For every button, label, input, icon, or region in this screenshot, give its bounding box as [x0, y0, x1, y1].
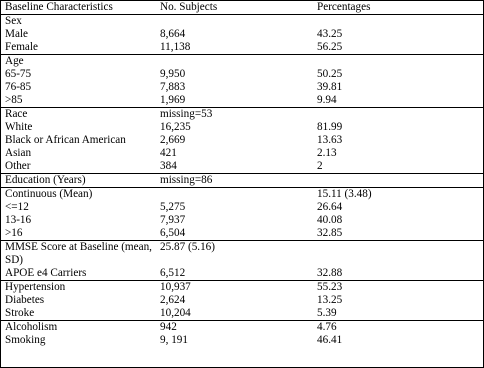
percentage-cell: 4.76	[313, 321, 483, 335]
table-row	[1, 147, 483, 160]
percentage-cell: 32.85	[317, 227, 343, 239]
percentage-cell: 2.13	[317, 147, 337, 159]
table-row	[1, 68, 483, 81]
characteristic-cell: Race	[1, 108, 156, 122]
characteristic-cell: Diabetes	[5, 294, 45, 306]
header-cell-subjects: No. Subjects	[156, 1, 313, 15]
subjects-cell: missing=53	[156, 108, 313, 122]
percentage-cell: 50.25	[317, 68, 343, 80]
characteristic-cell: Alcoholism	[1, 321, 156, 335]
characteristic-cell: <=12	[5, 201, 29, 213]
characteristic-cell: Education (Years)	[1, 174, 156, 188]
percentage-cell: 46.41	[317, 334, 343, 346]
percentage-cell: 43.25	[317, 28, 343, 40]
table-row	[1, 55, 483, 69]
characteristic-cell: White	[5, 121, 33, 133]
header-cell-percentages: Percentages	[313, 1, 483, 15]
subjects-cell: 8,664	[160, 28, 186, 40]
characteristic-cell: Stroke	[5, 307, 35, 319]
characteristic-cell: >85	[5, 94, 23, 106]
percentage-cell: 2	[317, 160, 323, 172]
table-row	[1, 108, 483, 122]
characteristic-cell: Female	[5, 41, 38, 53]
table-row	[1, 321, 483, 335]
percentage-cell: 32.88	[317, 267, 343, 279]
characteristic-cell: MMSE Score at Baseline (mean, SD)	[1, 241, 156, 268]
percentage-cell: 56.25	[317, 41, 343, 53]
subjects-cell: 9,950	[160, 68, 186, 80]
subjects-cell: 11,138	[160, 41, 191, 53]
characteristic-cell: Other	[5, 160, 31, 172]
table-row	[1, 94, 483, 108]
subjects-cell: 9, 191	[160, 334, 188, 346]
characteristic-cell: Hypertension	[1, 281, 156, 295]
table-row	[1, 334, 483, 347]
subjects-cell: 2,669	[160, 134, 186, 146]
table-row	[1, 81, 483, 94]
characteristic-cell: 76-85	[5, 81, 32, 93]
percentage-cell: 13.25	[317, 294, 343, 306]
subjects-cell: 6,504	[160, 227, 186, 239]
subjects-cell: 16,235	[160, 121, 191, 133]
percentage-cell	[313, 15, 483, 29]
percentage-cell	[313, 108, 483, 122]
percentage-cell: 39.81	[317, 81, 343, 93]
characteristic-cell: 65-75	[5, 68, 32, 80]
table-row	[1, 134, 483, 147]
subjects-cell: 384	[160, 160, 177, 172]
table-row	[1, 241, 483, 268]
subjects-cell: 1,969	[160, 94, 186, 106]
subjects-cell: 6,512	[160, 267, 186, 279]
table-row	[1, 281, 483, 295]
header-row	[1, 1, 483, 15]
percentage-cell	[313, 55, 483, 69]
table-row	[1, 174, 483, 188]
table-row	[1, 121, 483, 134]
percentage-cell: 81.99	[317, 121, 343, 133]
table-row	[1, 160, 483, 174]
table-body	[1, 15, 483, 348]
subjects-cell: 942	[156, 321, 313, 335]
subjects-cell: missing=86	[156, 174, 313, 188]
subjects-cell: 5,275	[160, 201, 186, 213]
subjects-cell: 10,204	[160, 307, 191, 319]
table-row	[1, 227, 483, 241]
table-row	[1, 267, 483, 281]
percentage-cell: 9.94	[317, 94, 337, 106]
table-row	[1, 201, 483, 214]
table-row	[1, 307, 483, 321]
subjects-cell: 2,624	[160, 294, 186, 306]
percentage-cell: 40.08	[317, 214, 343, 226]
table-row	[1, 41, 483, 55]
baseline-characteristics-table	[1, 1, 483, 347]
percentage-cell: 15.11 (3.48)	[313, 188, 483, 202]
characteristic-cell: Black or African American	[5, 134, 126, 146]
table-row	[1, 15, 483, 29]
table-row	[1, 188, 483, 202]
characteristic-cell: Continuous (Mean)	[1, 188, 156, 202]
characteristic-cell: Male	[5, 28, 28, 40]
subjects-cell	[156, 188, 313, 202]
percentage-cell: 5.39	[317, 307, 337, 319]
percentage-cell: 26.64	[317, 201, 343, 213]
subjects-cell	[156, 55, 313, 69]
characteristic-cell: APOE e4 Carriers	[5, 267, 87, 279]
percentage-cell: 55.23	[313, 281, 483, 295]
table-row	[1, 28, 483, 41]
table-row	[1, 294, 483, 307]
subjects-cell	[156, 15, 313, 29]
header-cell-characteristics: Baseline Characteristics	[1, 1, 156, 15]
percentage-cell	[313, 241, 483, 268]
subjects-cell: 25.87 (5.16)	[156, 241, 313, 268]
characteristic-cell: 13-16	[5, 214, 32, 226]
percentage-cell: 13.63	[317, 134, 343, 146]
subjects-cell: 10,937	[156, 281, 313, 295]
table-row	[1, 214, 483, 227]
characteristic-cell: Sex	[1, 15, 156, 29]
percentage-cell	[313, 174, 483, 188]
characteristic-cell: Smoking	[5, 334, 46, 346]
subjects-cell: 7,937	[160, 214, 186, 226]
characteristic-cell: Age	[1, 55, 156, 69]
subjects-cell: 7,883	[160, 81, 186, 93]
subjects-cell: 421	[160, 147, 177, 159]
characteristic-cell: >16	[5, 227, 23, 239]
characteristic-cell: Asian	[5, 147, 32, 159]
